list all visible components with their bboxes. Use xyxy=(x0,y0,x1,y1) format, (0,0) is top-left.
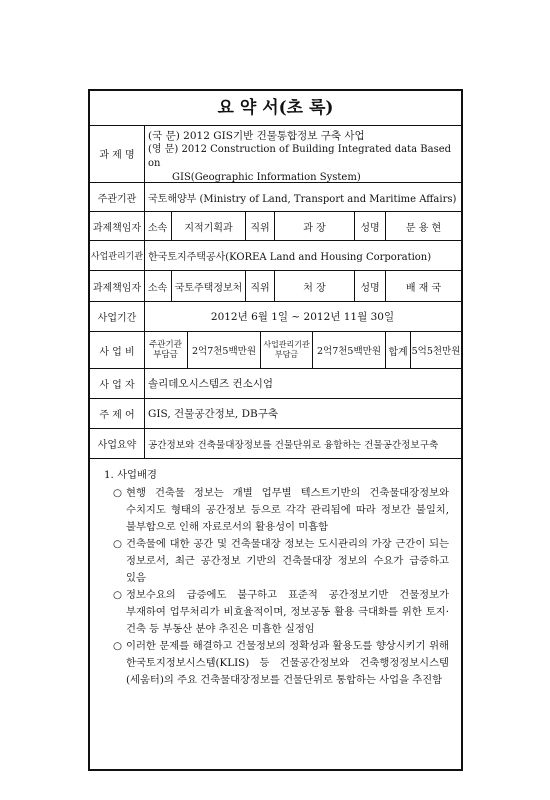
background-item-text: 건축물에 대한 공간 및 건축물대장 정보는 도시관리의 가장 근간이 되는 정보로서, 최근 공간정보 기반의 건축물대장 정보의 수요가 급증하고 있음 xyxy=(126,538,449,584)
project-name-values xyxy=(148,129,457,185)
project-name-label: 과 제 명 xyxy=(90,125,145,182)
host-share-amount: 2억7천5백만원 xyxy=(188,332,261,368)
manager-row-1 xyxy=(90,212,461,241)
project-management-agency-row xyxy=(90,241,461,271)
contractor-row xyxy=(90,369,461,399)
mgmt-share-label-1: 사업관리기관 xyxy=(263,340,310,349)
keywords-label: 주 제 어 xyxy=(90,399,145,428)
name-label: 성명 xyxy=(355,212,386,240)
background-item-text: 현행 건축물 정보는 개별 업무별 텍스트기반의 건축물대장정보와 수치지도 형태의 공간정보 등으로 각각 관리됨에 따라 정보간 불일치, 불부합으로 인해 자료로서의 활용성이 미흡함 xyxy=(126,487,449,533)
affiliation-label: 소속 xyxy=(144,212,172,240)
project-name-english-1: (영 문) 2012 Construction of Building Integrated data Based on xyxy=(148,144,452,169)
period-row xyxy=(90,302,461,332)
background-item-text: 이러한 문제를 해결하고 건물정보의 정확성과 활용도를 향상시키기 위해 한국토지정보시스템(KLIS) 등 건물공간정보와 건축행정정보시스템(세움터)의 주요 건축물대장정보를 건물단위로 통합하는 사업을 추진함 xyxy=(126,640,449,686)
manager-row-2 xyxy=(90,271,461,302)
host-share-label-2: 부담금 xyxy=(153,350,178,360)
background-item xyxy=(104,536,449,587)
position-label: 직위 xyxy=(246,212,275,240)
background-section xyxy=(90,459,461,769)
project-name-row xyxy=(90,125,461,183)
background-item-text: 정보수요의 급증에도 불구하고 표준적 공간정보기반 건물정보가 부재하여 업무처리가 비효율적이며, 정보공동 활용 극대화를 위한 토지·건축 등 부동산 분야 추진은 미흡한 실정임 xyxy=(126,589,449,635)
bullet-circle-icon: ○ xyxy=(113,487,122,499)
supervising-agency-row xyxy=(90,183,461,212)
manager-label: 과제책임자 xyxy=(90,271,145,301)
contractor-value: 솔리데오시스템즈 컨소시엄 xyxy=(148,378,274,390)
supervising-agency-label: 주관기관 xyxy=(90,183,145,211)
form-title: 요 약 서(초 록) xyxy=(90,91,461,126)
bullet-circle-icon: ○ xyxy=(113,538,122,550)
keywords-row xyxy=(90,399,461,429)
affiliation-value: 지적기획과 xyxy=(172,212,246,240)
bullet-circle-icon: ○ xyxy=(113,640,122,652)
affiliation-value: 국토주택정보처 xyxy=(172,271,246,301)
summary-row xyxy=(90,429,461,459)
background-item xyxy=(104,638,449,689)
budget-row xyxy=(90,332,461,369)
background-heading: 1. 사업배경 xyxy=(104,469,157,481)
name-value: 문 용 현 xyxy=(405,222,442,234)
budget-label: 사 업 비 xyxy=(90,332,145,368)
position-value: 처 장 xyxy=(275,271,355,301)
background-item xyxy=(104,485,449,536)
summary-value: 공간정보와 건축물대장정보를 건물단위로 융합하는 건물공간정보구축 xyxy=(148,439,439,451)
manager-label: 과제책임자 xyxy=(90,212,145,240)
name-label: 성명 xyxy=(355,271,386,301)
period-label: 사업기간 xyxy=(90,302,145,331)
host-share-label xyxy=(144,332,188,368)
project-management-agency-label: 사업관리기관 xyxy=(90,241,145,270)
position-value: 과 장 xyxy=(275,212,355,240)
bullet-circle-icon: ○ xyxy=(113,589,122,601)
summary-label: 사업요약 xyxy=(90,429,145,458)
project-name-english-2: GIS(Geographic Information System) xyxy=(172,172,361,183)
contractor-label: 사 업 자 xyxy=(90,369,145,398)
keywords-value: GIS, 건물공간정보, DB구축 xyxy=(148,408,278,420)
position-label: 직위 xyxy=(246,271,275,301)
project-management-agency-value: 한국토지주택공사(KOREA Land and Housing Corporation) xyxy=(148,252,432,263)
mgmt-share-label-2: 부담금 xyxy=(274,350,299,359)
summary-form xyxy=(88,89,463,771)
total-label: 합계 xyxy=(386,332,411,368)
project-name-korean: (국 문) 2012 GIS기반 건물통합정보 구축 사업 xyxy=(148,130,365,142)
host-share-label-1: 주관기관 xyxy=(149,340,182,350)
mgmt-share-label xyxy=(261,332,313,368)
period-value: 2012년 6월 1일 ~ 2012년 11월 30일 xyxy=(210,311,395,323)
total-amount: 5억5천만원 xyxy=(411,346,461,357)
supervising-agency-value: 국토해양부 (Ministry of Land, Transport and Maritime Affairs) xyxy=(148,193,457,205)
mgmt-share-amount: 2억7천5백만원 xyxy=(313,332,386,368)
affiliation-label: 소속 xyxy=(144,271,172,301)
background-item xyxy=(104,587,449,638)
name-value: 배 재 국 xyxy=(405,282,442,294)
